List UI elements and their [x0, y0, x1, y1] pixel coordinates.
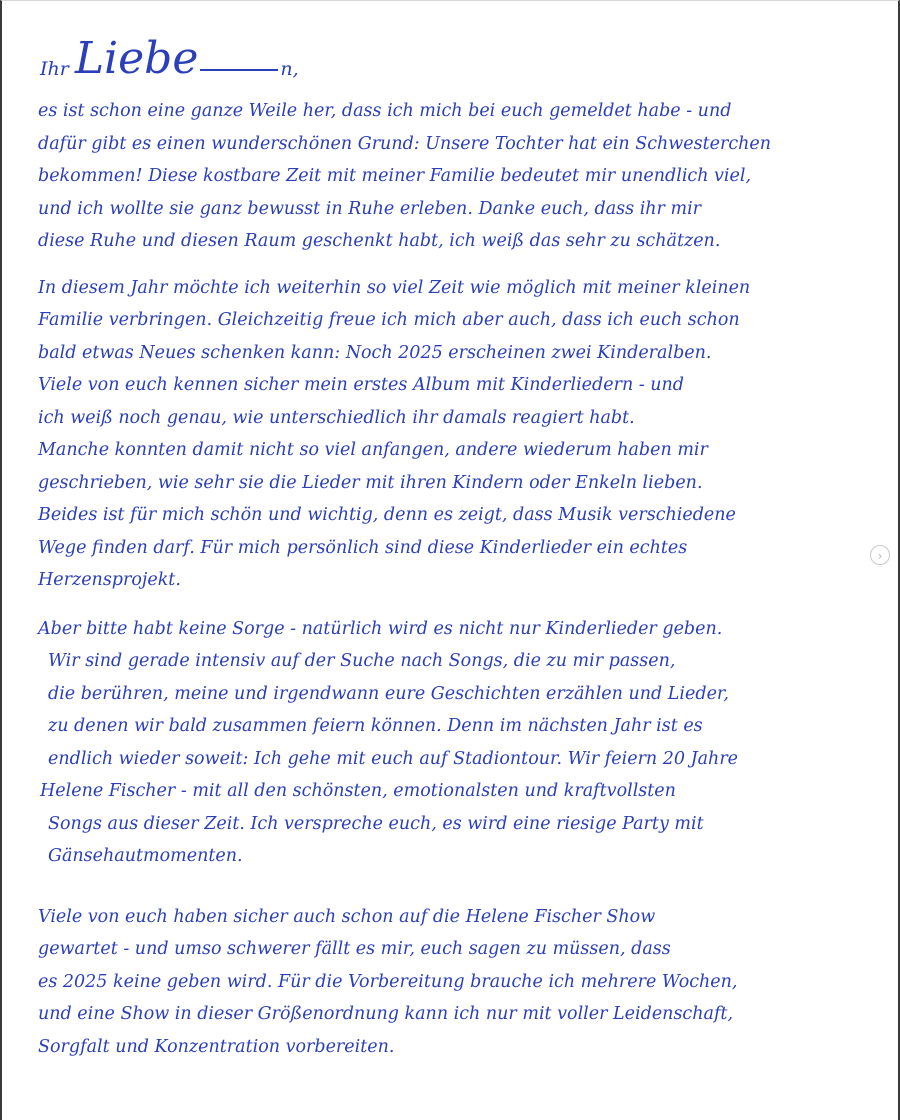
salutation-big-letter: Liebe [74, 33, 199, 84]
paragraph-3 [38, 613, 860, 873]
paragraph-line: es 2025 keine geben wird. Für die Vorbereitung brauche ich mehrere Wochen, [38, 971, 738, 992]
salutation-end: n, [280, 58, 299, 80]
paragraph-line: ich weiß noch genau, wie unterschiedlich ihr damals reagiert habt. [38, 407, 635, 428]
salutation [40, 19, 860, 84]
paragraph-line: In diesem Jahr möchte ich weiterhin so viel Zeit wie möglich mit meiner kleinen [38, 277, 751, 298]
next-image-button[interactable] [870, 545, 890, 565]
paragraph-line: die berühren, meine und irgendwann eure Geschichten erzählen und Lieder, [48, 683, 729, 704]
handwritten-letter [38, 19, 860, 1063]
paragraph-line: zu denen wir bald zusammen feiern können. Denn im nächsten Jahr ist es [48, 716, 703, 736]
paragraph-line: und ich wollte sie ganz bewusst in Ruhe erleben. Danke euch, dass ihr mir [38, 198, 702, 219]
paragraph-line: geschrieben, wie sehr sie die Lieder mit ihren Kindern oder Enkeln lieben. [38, 472, 703, 493]
paragraph-line: diese Ruhe und diesen Raum geschenkt habt, ich weiß das sehr zu schätzen. [38, 231, 721, 251]
paragraph-line: es ist schon eine ganze Weile her, dass ich mich bei euch gemeldet habe - und [38, 101, 732, 121]
paragraph-line: endlich wieder soweit: Ich gehe mit euch auf Stadiontour. Wir feiern 20 Jahre [48, 748, 739, 769]
paragraph-line: gewartet - und umso schwerer fällt es mir, euch sagen zu müssen, dass [38, 939, 671, 959]
paragraph-line: Wir sind gerade intensiv auf der Suche nach Songs, die zu mir passen, [48, 651, 676, 671]
salutation-start: Ihr [40, 58, 69, 80]
paragraph-line: Wege finden darf. Für mich persönlich sind diese Kinderlieder ein echtes [38, 537, 688, 558]
paragraph-line: Sorgfalt und Konzentration vorbereiten. [38, 1036, 395, 1057]
paragraph-line: Songs aus dieser Zeit. Ich verspreche euch, es wird eine riesige Party mit [48, 813, 704, 834]
paragraph-1 [38, 95, 860, 258]
salutation-underline [200, 69, 278, 71]
chevron-right-icon: › [877, 549, 883, 563]
paragraph-line: Aber bitte habt keine Sorge - natürlich wird es nicht nur Kinderlieder geben. [38, 618, 723, 639]
paragraph-line: Helene Fischer - mit all den schönsten, emotionalsten und kraftvollsten [40, 781, 676, 801]
paragraph-line: bekommen! Diese kostbare Zeit mit meiner Familie bedeutet mir unendlich viel, [38, 166, 752, 186]
paragraph-line: bald etwas Neues schenken kann: Noch 2025 erscheinen zwei Kinderalben. [38, 342, 712, 363]
paragraph-line: Viele von euch haben sicher auch schon auf die Helene Fischer Show [38, 906, 656, 927]
paragraph-line: Manche konnten damit nicht so viel anfangen, andere wiederum haben mir [38, 440, 708, 460]
paragraph-line: dafür gibt es einen wunderschönen Grund: Unsere Tochter hat ein Schwesterchen [38, 133, 772, 154]
paragraph-line: Beides ist für mich schön und wichtig, denn es zeigt, dass Musik verschiedene [38, 505, 736, 525]
paragraph-line: Gänsehautmomenten. [48, 846, 243, 866]
paragraph-line: Familie verbringen. Gleichzeitig freue ich mich aber auch, dass ich euch schon [38, 310, 740, 330]
paragraph-4 [38, 901, 860, 1064]
paragraph-2 [38, 272, 860, 597]
paragraph-line: Viele von euch kennen sicher mein erstes Album mit Kinderliedern - und [38, 375, 685, 395]
paragraph-line: und eine Show in dieser Größenordnung kann ich nur mit voller Leidenschaft, [38, 1004, 734, 1024]
paragraph-line: Herzensprojekt. [38, 570, 181, 590]
